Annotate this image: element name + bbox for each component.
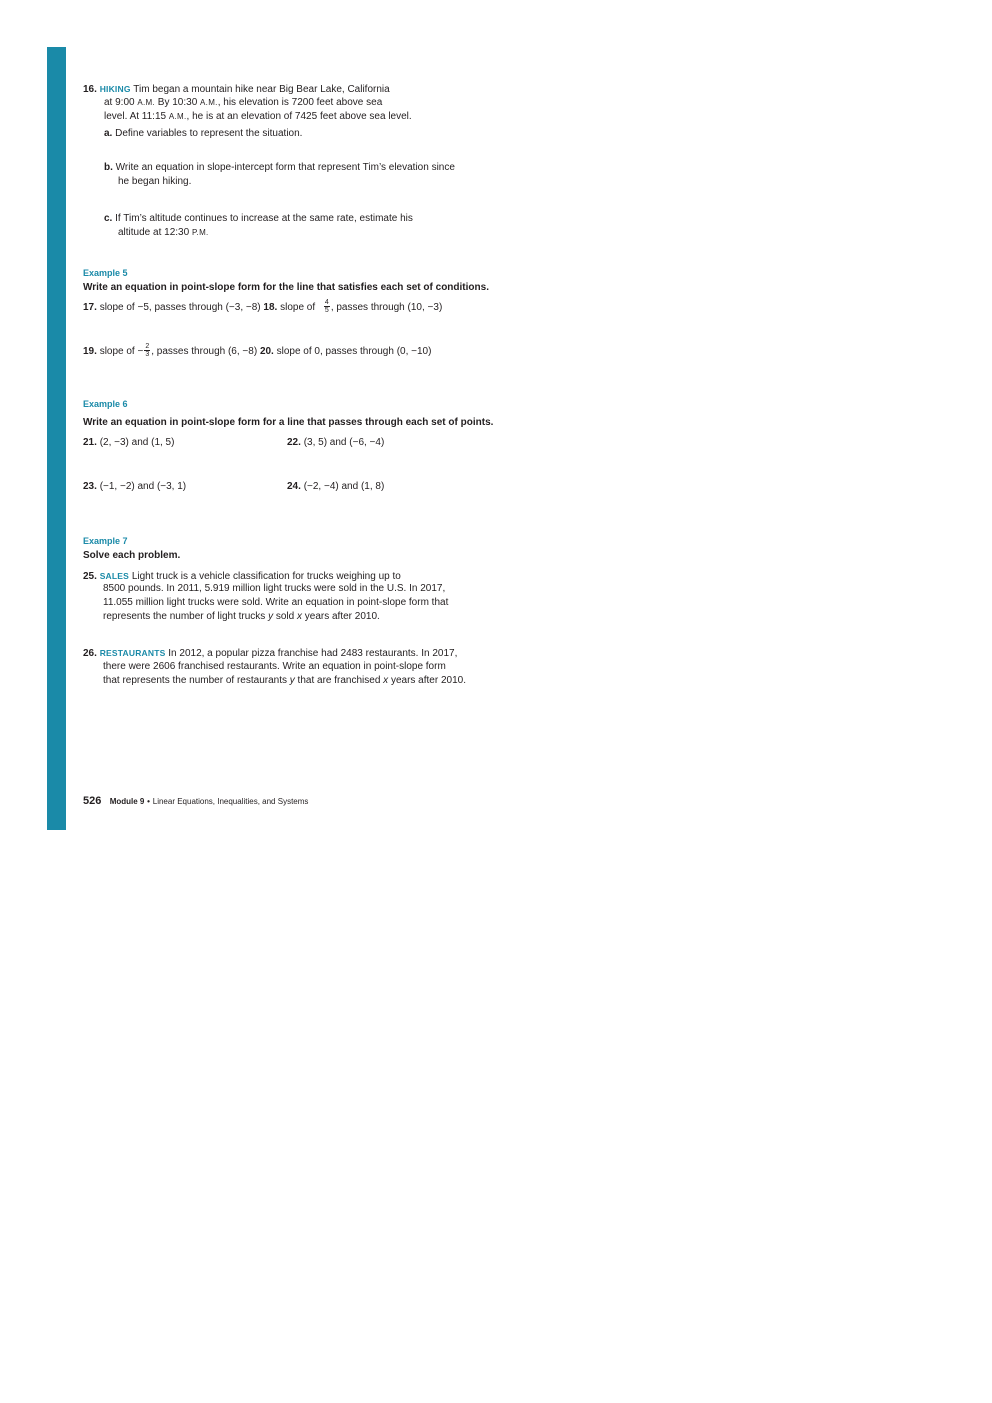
text-run: that represents the number of restaurants (103, 675, 290, 686)
problem-text: , passes through (6, −8) (151, 346, 258, 358)
fraction-denominator: 3 (145, 351, 150, 358)
text-run: By 10:30 (155, 97, 201, 108)
time-suffix: A.M. (200, 98, 218, 107)
variable: x (296, 611, 302, 622)
problem-number: 26. (83, 648, 97, 659)
time-suffix: A.M. (168, 112, 187, 121)
problem-16-part-b-cont (118, 175, 191, 189)
example-5-label: Example 5 (83, 268, 128, 278)
problem-25-line-3: 11.055 million light trucks were sold. Write an equation in point-slope form that (103, 597, 449, 608)
problems-19-20 (83, 344, 431, 359)
part-text: altitude at 12:30 (118, 227, 192, 238)
page-color-band (47, 47, 66, 830)
problem-text: (2, −3) and (1, 5) (99, 437, 175, 448)
problem-number: 22. (287, 437, 301, 448)
problem-16-line-2 (104, 96, 382, 110)
problem-16-part-a (104, 127, 302, 141)
problem-number: 17. (83, 302, 97, 314)
problem-text: slope of (280, 302, 316, 314)
problem-text: (−2, −4) and (1, 8) (303, 481, 385, 492)
part-label: a. (104, 128, 113, 139)
problem-24 (287, 480, 384, 494)
problem-23 (83, 480, 186, 494)
text-run: , he is at an elevation of 7425 feet above sea level. (186, 111, 412, 122)
problem-16-part-c (104, 212, 413, 226)
problem-22 (287, 436, 384, 450)
part-text: Write an equation in slope-intercept form that represent Tim’s elevation since (115, 162, 455, 173)
problem-number: 24. (287, 481, 301, 492)
problem-text: (−1, −2) and (−3, 1) (99, 481, 187, 492)
problem-number: 18. (263, 302, 278, 314)
module-label: Module 9 (109, 797, 145, 806)
fraction-numerator: 2 (145, 343, 150, 350)
text-run: sold (273, 611, 297, 622)
variable: y (289, 675, 295, 686)
text-run: years after 2010. (301, 611, 380, 622)
text-run: level. At 11:15 (104, 111, 169, 122)
problem-16-line-1 (83, 82, 390, 97)
part-text: Define variables to represent the situation. (115, 128, 303, 139)
text-run: that are franchised (294, 675, 384, 686)
fraction (324, 299, 330, 314)
problem-25-line-2: 8500 pounds. In 2011, 5.919 million light trucks were sold in the U.S. In 2017, (103, 583, 446, 594)
part-label: b. (104, 162, 113, 173)
fraction (144, 343, 150, 358)
problem-text: slope of 0, passes through (0, −10) (276, 346, 432, 358)
text-run: represents the number of light trucks (103, 611, 269, 622)
example-5-instruction: Write an equation in point-slope form for the line that satisfies each set of conditions. (83, 282, 489, 293)
problem-text: In 2012, a popular pizza franchise had 2483 restaurants. In 2017, (168, 648, 458, 659)
page-number: 526 (83, 795, 102, 807)
problem-text: slope of −5, passes through (−3, −8) (99, 302, 261, 314)
problem-16-part-c-cont (118, 226, 209, 240)
problem-16-part-b (104, 161, 455, 175)
text-run: years after 2010. (388, 675, 466, 686)
part-text: he began hiking. (118, 176, 192, 187)
variable: y (268, 611, 274, 622)
fraction-numerator: 4 (324, 299, 329, 306)
text-run: , his elevation is 7200 feet above sea (217, 97, 383, 108)
problems-17-18 (83, 300, 442, 315)
topic-tag: SALES (99, 571, 130, 581)
topic-tag: RESTAURANTS (99, 648, 166, 658)
variable: x (383, 675, 389, 686)
time-suffix: P.M. (191, 228, 209, 237)
part-label: c. (104, 213, 113, 224)
problem-number: 20. (259, 346, 274, 358)
problem-number: 23. (83, 481, 97, 492)
problem-text: Tim began a mountain hike near Big Bear Lake, California (133, 84, 390, 95)
page-footer (83, 794, 308, 809)
problem-number: 21. (83, 437, 97, 448)
problem-text: slope of − (99, 346, 144, 358)
problem-number: 25. (83, 571, 97, 582)
problem-text: , passes through (10, −3) (330, 302, 443, 314)
problem-number: 19. (83, 346, 97, 358)
problem-21 (83, 436, 174, 450)
topic-tag: HIKING (99, 84, 131, 94)
problem-26-line-3 (103, 674, 466, 688)
module-title: Linear Equations, Inequalities, and Systems (152, 797, 309, 806)
text-run: at 9:00 (104, 97, 138, 108)
fraction-denominator: 5 (324, 307, 329, 314)
example-7-instruction: Solve each problem. (83, 550, 181, 561)
part-text: If Tim’s altitude continues to increase at the same rate, estimate his (115, 213, 413, 224)
time-suffix: A.M. (137, 98, 156, 107)
bullet-separator: • (147, 797, 150, 806)
example-6-label: Example 6 (83, 399, 128, 409)
problem-text: (3, 5) and (−6, −4) (303, 437, 385, 448)
problem-25-line-4 (103, 610, 380, 624)
problem-number: 16. (83, 84, 97, 95)
problem-26-line-2: there were 2606 franchised restaurants. Write an equation in point-slope form (103, 661, 446, 672)
example-6-instruction: Write an equation in point-slope form for a line that passes through each set of points. (83, 417, 494, 428)
problem-16-line-3 (104, 110, 412, 124)
problem-26-line-1 (83, 646, 457, 661)
problem-text: Light truck is a vehicle classification for trucks weighing up to (131, 571, 401, 582)
example-7-label: Example 7 (83, 536, 128, 546)
